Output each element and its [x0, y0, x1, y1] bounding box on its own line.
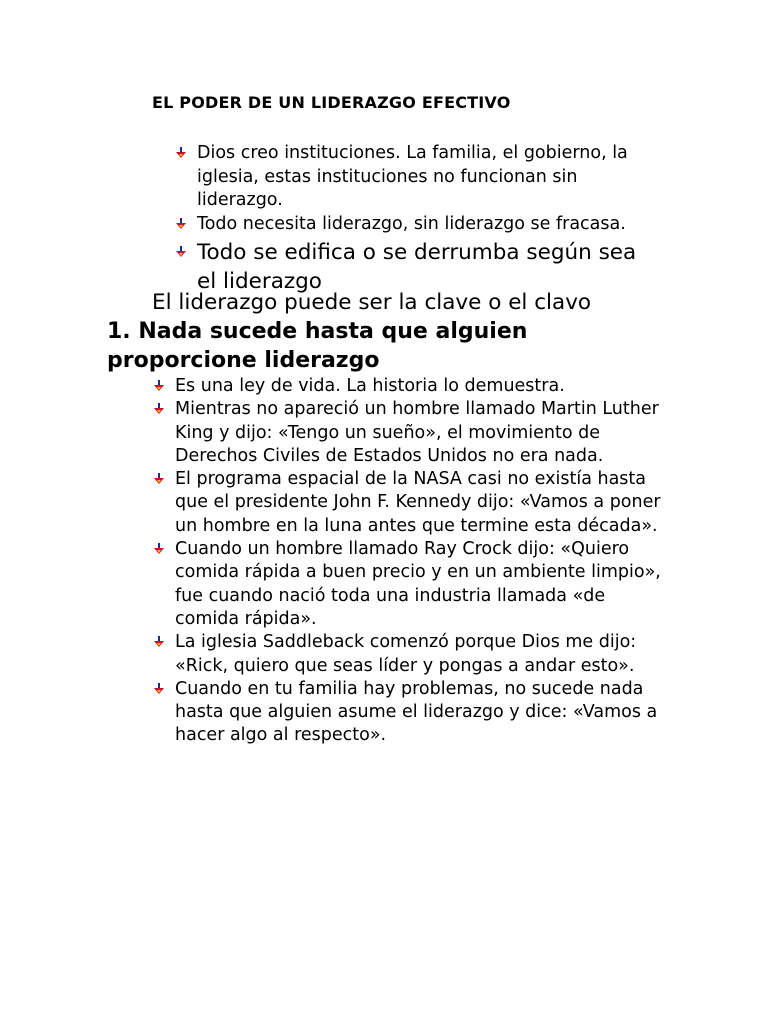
list-item: [153, 631, 673, 678]
list-item: [153, 678, 673, 748]
document-title: EL PODER DE UN LIDERAZGO EFECTIVO: [152, 93, 511, 112]
down-arrow-bullet-icon: [153, 543, 165, 555]
list-item: [153, 468, 673, 538]
list-item: [175, 142, 655, 213]
list-item-text: Cuando en tu familia hay problemas, no sucede nada hasta que alguien asume el liderazgo y dice: «Vamos a hacer algo al respecto».: [175, 678, 658, 746]
intro-bullet-list: [175, 142, 655, 296]
list-item-text: Es una ley de vida. La historia lo demuestra.: [175, 376, 565, 396]
list-item-text: Dios creo instituciones. La familia, el gobierno, la iglesia, estas instituciones no funcionan sin liderazgo.: [197, 143, 628, 210]
down-arrow-bullet-icon: [153, 380, 165, 392]
down-arrow-bullet-icon: [175, 246, 187, 258]
list-item: [175, 213, 655, 237]
down-arrow-bullet-icon: [153, 636, 165, 648]
list-item: [153, 538, 673, 631]
down-arrow-bullet-icon: [153, 403, 165, 415]
section-bullet-list: [153, 375, 673, 748]
list-item-text: Todo necesita liderazgo, sin liderazgo se fracasa.: [197, 213, 626, 234]
down-arrow-bullet-icon: [175, 218, 187, 230]
list-item-text: Todo se edifica o se derrumba según sea el liderazgo: [197, 240, 637, 294]
list-item-text: Mientras no apareció un hombre llamado Martin Luther King y dijo: «Tengo un sueño», el movimiento de Derechos Civiles de Estados Unidos no era nada.: [175, 399, 659, 466]
list-item-text: El programa espacial de la NASA casi no existía hasta que el presidente John F. Kennedy dijo: «Vamos a poner un hombre en la luna antes que termine esta década».: [175, 469, 661, 536]
list-item-text: Cuando un hombre llamado Ray Crock dijo: «Quiero comida rápida a buen precio y en un ambiente limpio», fue cuando nació toda una industria llamada «de comida rápida».: [175, 539, 661, 629]
list-item: [153, 398, 673, 468]
statement-line: El liderazgo puede ser la clave o el clavo: [152, 290, 592, 315]
down-arrow-bullet-icon: [175, 147, 187, 159]
down-arrow-bullet-icon: [153, 473, 165, 485]
list-item-text: La iglesia Saddleback comenzó porque Dios me dijo: «Rick, quiero que seas líder y pongas a andar esto».: [175, 632, 637, 676]
down-arrow-bullet-icon: [153, 683, 165, 695]
section-heading: 1. Nada sucede hasta que alguien proporcione liderazgo: [107, 319, 528, 373]
list-item: [153, 375, 673, 398]
